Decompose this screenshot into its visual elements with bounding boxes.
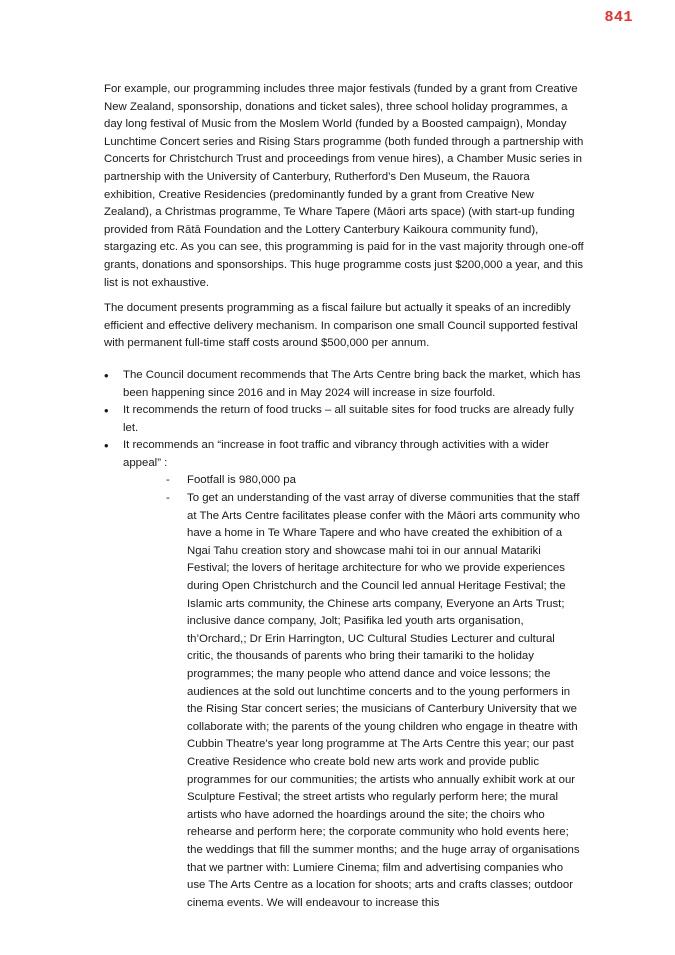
bullet-foot-traffic-text: It recommends an “increase in foot traffic and vibrancy through activities with a wider appeal” : bbox=[123, 439, 549, 469]
bullet-market: • The Council document recommends that The Arts Centre bring back the market, which has been happening since 2016 and in May 2024 will increase in size fourfold. bbox=[104, 367, 584, 402]
bullet-list bbox=[104, 367, 584, 912]
paragraph-programming: For example, our programming includes three major festivals (funded by a grant from Creative New Zealand, sponsorship, donations and ticket sales), three school holiday programmes, a day long festival of Music from the Moslem World (funded by a Boosted campaign), Monday Lunchtime Concert series and Rising Stars programme (both funded through a partnership with Concerts for Christchurch Trust and proceedings from venue hires), a Chamber Music series in partnership with the University of Canterbury, Rutherford’s Den Museum, the Rauora exhibition, Creative Residencies (predominantly funded by a grant from Creative New Zealand), a Christmas programme, Te Whare Tapere (Māori arts space) (with start-up funding provided from Rātā Foundation and the Lottery Canterbury Kaikoura community fund), stargazing etc. As you can see, this programming is paid for in the vast majority through one-off grants, donations and sponsorships. This huge programme costs just $200,000 a year, and this list is not exhaustive. bbox=[104, 83, 584, 289]
paragraph-fiscal: The document presents programming as a fiscal failure but actually it speaks of an incredibly efficient and effective delivery mechanism. In comparison one small Council supported festival with permanent full-time staff costs around $500,000 per annum. bbox=[104, 302, 578, 350]
document-body bbox=[104, 81, 584, 912]
sub-bullet-list bbox=[123, 472, 584, 912]
bullet-food-trucks: • It recommends the return of food trucks – all suitable sites for food trucks are already fully let. bbox=[104, 402, 584, 437]
page-number: 841 bbox=[604, 9, 633, 26]
sub-bullet-communities: - To get an understanding of the vast array of diverse communities that the staff at The Arts Centre facilitates please confer with the Māori arts community who have a home in Te Whare Tapere and who have created the exhibition of a Ngai Tahu creation story and showcase mahi toi in our annual Matariki Festival; the lovers of heritage architecture for who we provide experiences during Open Christchurch and the Council led annual Heritage Festival; the Islamic arts community, the Chinese arts company, Everyone an Arts Trust; inclusive dance company, Jolt; Pasifika led youth arts organisation, th’Orchard,; Dr Erin Harrington, UC Cultural Studies Lecturer and cultural critic, the thousands of parents who bring their tamariki to the holiday programmes; the many people who attend dance and voice lessons; the audiences at the sold out lunchtime concerts and to the young performers in the Rising Star concert series; the musicians of Canterbury University that we collaborate with; the parents of the young children who engage in theatre with Cubbin Theatre’s year long programme at The Arts Centre this year; our past Creative Residence who create bold new arts work and provide public programmes for our communities; the artists who annually exhibit work at our Sculpture Festival; the street artists who regularly perform here; the mural artists who have adorned the hoardings around the site; the choirs who rehearse and perform here; the corporate community who hold events here; the weddings that fill the summer months; and the huge array of organisations that we partner with: Lumiere Cinema; film and advertising companies who use The Arts Centre as a location for shoots; arts and crafts classes; outdoor cinema events. We will endeavour to increase this bbox=[166, 490, 584, 912]
sub-bullet-footfall: - Footfall is 980,000 pa bbox=[166, 472, 584, 490]
bullet-foot-traffic bbox=[104, 437, 584, 912]
